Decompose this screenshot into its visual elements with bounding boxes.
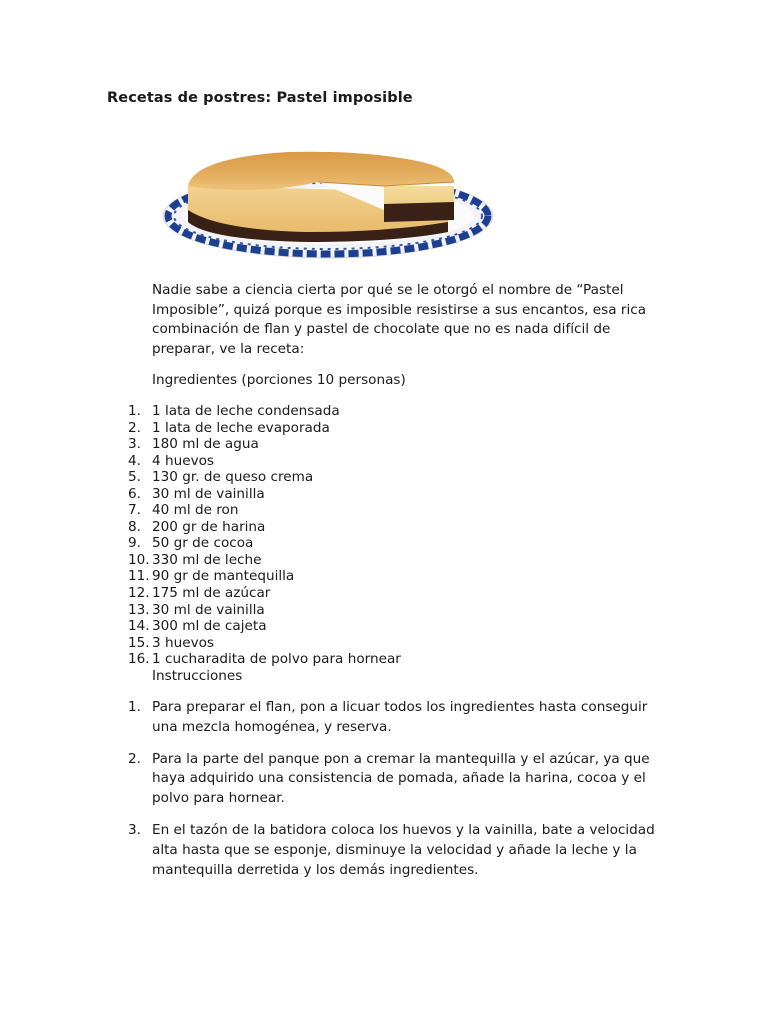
list-number: 4. (128, 452, 141, 469)
list-item (128, 519, 401, 536)
list-number: 16. (128, 651, 150, 668)
instructions-heading: Instrucciones (152, 668, 243, 684)
list-text: 40 ml de ron (152, 502, 239, 519)
list-number: 12. (128, 585, 150, 602)
list-number: 1. (128, 403, 141, 419)
list-number: 15. (128, 634, 150, 651)
step-text: En el tazón de la batidora coloca los huevos y la vainilla, bate a velocidad alta hasta que se esponje, disminuye la velocidad y añade la leche y la mantequilla derretida y los demás ingredientes. (152, 821, 655, 878)
list-text: 90 gr de mantequilla (152, 568, 295, 585)
list-item (128, 585, 401, 602)
list-number: 13. (128, 601, 150, 618)
list-item (128, 602, 401, 619)
list-item (128, 635, 401, 652)
list-text: 30 ml de vainilla (152, 485, 265, 502)
list-item (128, 420, 401, 437)
list-item (128, 436, 401, 453)
page-title: Recetas de postres: Pastel imposible (107, 90, 413, 106)
list-text: 300 ml de cajeta (152, 618, 267, 635)
list-text: 175 ml de azúcar (152, 585, 271, 602)
list-number: 6. (128, 485, 141, 502)
list-number: 10. (128, 551, 150, 568)
list-text: 4 huevos (152, 452, 215, 469)
step-number: 2. (128, 750, 141, 767)
list-number: 7. (128, 502, 141, 519)
list-text: 3 huevos (152, 634, 215, 651)
list-item (128, 568, 401, 585)
list-item (128, 552, 401, 569)
list-text: 1 lata de leche condensada (152, 403, 340, 419)
list-item (128, 535, 401, 552)
list-item (128, 486, 401, 503)
list-text: 30 ml de vainilla (152, 601, 265, 618)
instruction-step (128, 821, 668, 880)
instruction-step (128, 750, 668, 809)
list-item (128, 502, 401, 519)
list-text: 1 lata de leche evaporada (152, 419, 330, 436)
cake-on-plate-photo (148, 136, 548, 266)
list-number: 8. (128, 518, 141, 535)
list-number: 5. (128, 469, 141, 486)
list-number: 11. (128, 568, 150, 585)
list-item (128, 403, 401, 420)
list-item (128, 453, 401, 470)
instruction-step (128, 698, 668, 738)
ingredients-list (128, 403, 401, 668)
list-number: 14. (128, 618, 150, 635)
list-number: 3. (128, 436, 141, 453)
list-text: 50 gr de cocoa (152, 535, 254, 552)
step-text: Para la parte del panque pon a cremar la mantequilla y el azúcar, ya que haya adquirido una consistencia de pomada, añade la harina, cocoa y el polvo para hornear. (152, 750, 650, 807)
instructions-list (128, 698, 668, 892)
list-number: 9. (128, 535, 141, 552)
list-text: 1 cucharadita de polvo para hornear (152, 651, 401, 668)
step-text: Para preparar el flan, pon a licuar todos los ingredientes hasta conseguir una mezcla homogénea, y reserva. (152, 699, 648, 735)
list-item (128, 618, 401, 635)
list-number: 2. (128, 419, 141, 436)
step-number: 1. (128, 699, 141, 715)
step-number: 3. (128, 821, 141, 838)
intro-paragraph: Nadie sabe a ciencia cierta por qué se le otorgó el nombre de “Pastel Imposible”, quizá porque es imposible resistirse a sus encantos, esa rica combinación de flan y pastel de chocolate que no es nada difícil de preparar, ve la receta: (152, 282, 647, 357)
list-item (128, 651, 401, 668)
list-item (128, 469, 401, 486)
ingredients-heading: Ingredientes (porciones 10 personas) (152, 372, 406, 388)
list-text: 330 ml de leche (152, 551, 262, 568)
list-text: 200 gr de harina (152, 518, 266, 535)
list-text: 130 gr. de queso crema (152, 469, 314, 486)
list-text: 180 ml de agua (152, 436, 259, 453)
